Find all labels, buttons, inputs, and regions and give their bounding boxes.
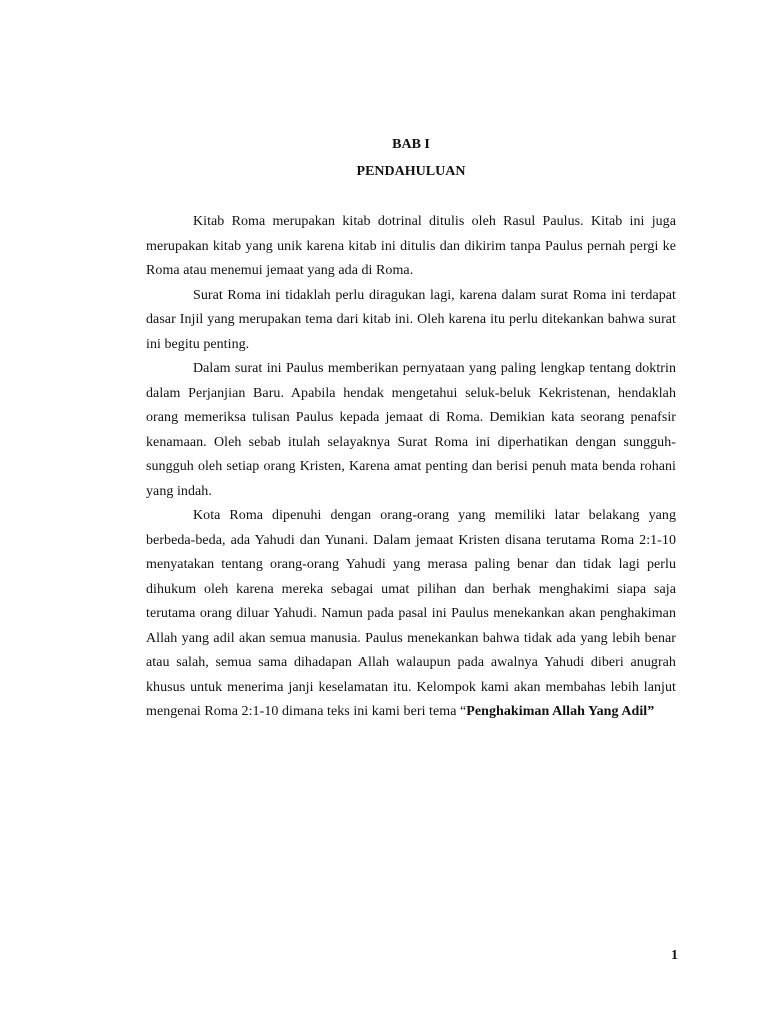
chapter-title: PENDAHULUAN bbox=[356, 164, 466, 179]
paragraph-4 bbox=[146, 504, 676, 725]
theme-emphasis: Penghakiman Allah Yang Adil” bbox=[466, 704, 655, 719]
page-number: 1 bbox=[671, 948, 678, 963]
paragraph-2: Surat Roma ini tidaklah perlu diragukan lagi, karena dalam surat Roma ini terdapat dasar Injil yang merupakan tema dari kitab ini. Oleh karena itu perlu ditekankan bahwa surat ini begitu penting. bbox=[146, 287, 676, 352]
paragraph-4-text: Kota Roma dipenuhi dengan orang-orang yang memiliki latar belakang yang berbeda-beda, ada Yahudi dan Yunani. Dalam jemaat Kristen disana terutama Roma 2:1-10 menyatakan tentang orang-orang Yahudi yang merasa paling benar dan tidak lagi perlu dihukum oleh karena mereka sebagai umat pilihan dan berhak menghakimi siapa saja terutama orang diluar Yahudi. Namun pada pasal ini Paulus menekankan akan penghakiman Allah yang adil akan semua manusia. Paulus menekankan bahwa tidak ada yang lebih benar atau salah, semua sama dihadapan Allah walaupun pada awalnya Yahudi diberi anugrah khusus untuk menerima janji keselamatan itu. Kelompok kami akan membahas lebih lanjut mengenai Roma 2:1-10 dimana teks ini kami beri tema “ bbox=[146, 508, 676, 719]
chapter-body bbox=[146, 210, 676, 725]
chapter-number: BAB I bbox=[392, 137, 430, 152]
paragraph-3: Dalam surat ini Paulus memberikan pernyataan yang paling lengkap tentang doktrin dalam Perjanjian Baru. Apabila hendak mengetahui seluk-beluk Kekristenan, hendaklah orang memeriksa tulisan Paulus kepada jemaat di Roma. Demikian kata seorang penafsir kenamaan. Oleh sebab itulah selayaknya Surat Roma ini diperhatikan dengan sungguh-sungguh oleh setiap orang Kristen, Karena amat penting dan berisi penuh mata benda rohani yang indah. bbox=[146, 361, 676, 499]
paragraph-1: Kitab Roma merupakan kitab dotrinal ditulis oleh Rasul Paulus. Kitab ini juga merupakan kitab yang unik karena kitab ini ditulis dan dikirim tanpa Paulus pernah pergi ke Roma atau menemui jemaat yang ada di Roma. bbox=[146, 214, 676, 278]
